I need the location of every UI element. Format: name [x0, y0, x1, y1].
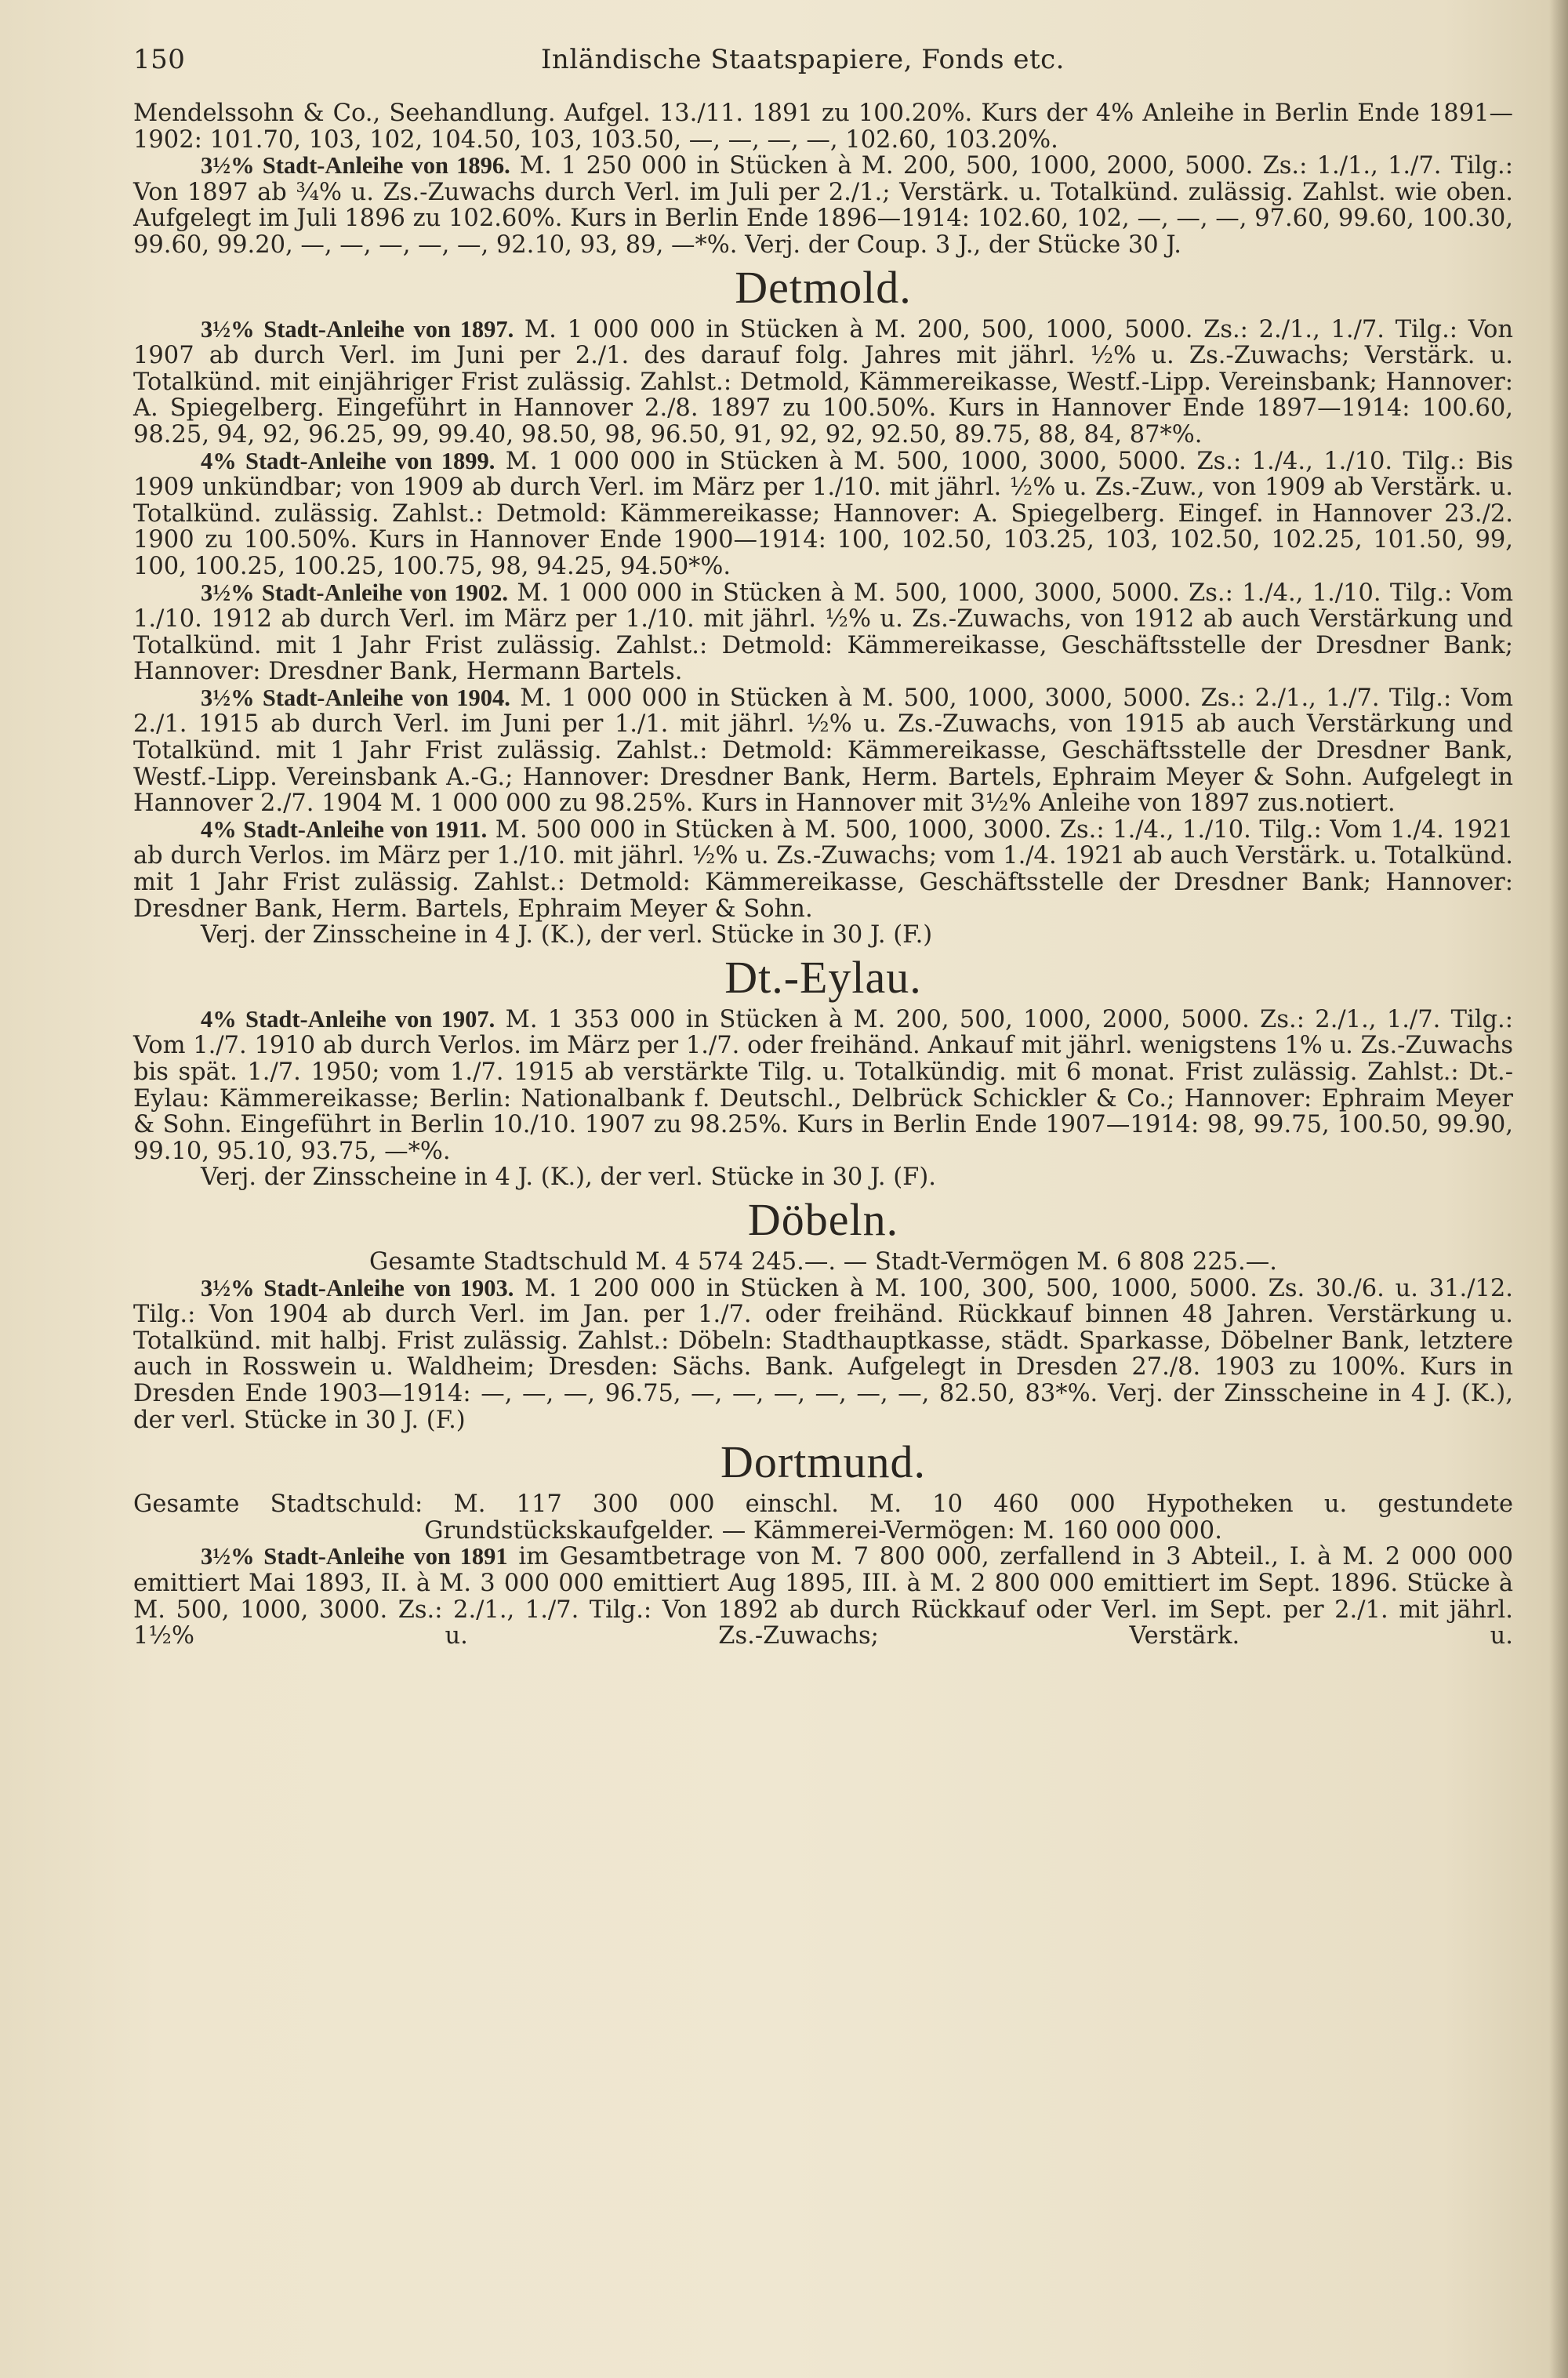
city-heading: Dt.-Eylau. [724, 951, 922, 1003]
loan-text: M. 1 353 000 in Stücken à M. 200, 500, 1000, 2000, 5000. Zs.: 2./1., 1./7. Tilg.: Vom 1./7. 1910 ab durch Verlos. im März per 1./7. oder freihänd. Ankauf mit jährl. wenigstens 1% u. Zs.-Zuwachs bis spät. 1./7. 1950; vom 1./7. 1915 ab verstärkte Tilg. u. Totalkündig. mit 6 monat. Frist zulässig. Zahlst.: Dt.-Eylau: Kämmereikasse; Berlin: Nationalbank f. Deutschl., Delbrück Schickler & Co.; Hannover: Ephraim Meyer & Sohn. Eingeführt in Berlin 10./10. 1907 zu 98.25%. Kurs in Berlin Ende 1907—1914: 98, 99.75, 100.50, 99.90, 99.10, 95.10, 93.75, —*%. [133, 1005, 1513, 1165]
loan-heading: 4% Stadt-Anleihe von 1911. [201, 815, 488, 843]
loan-entry [133, 1007, 1513, 1165]
summary-line: Gesamte Stadtschuld M. 4 574 245.—. — Stadt-Vermögen M. 6 808 225.—. [369, 1247, 1277, 1276]
paragraph: Verj. der Zinsscheine in 4 J. (K.), der verl. Stücke in 30 J. (F). [201, 1164, 936, 1192]
page-number: 150 [133, 44, 186, 75]
loan-heading: 3½% Stadt-Anleihe von 1903. [201, 1274, 514, 1302]
loan-text: M. 1 000 000 in Stücken à M. 500, 1000, 3000, 5000. Zs.: 1./4., 1./10. Tilg.: Bis 1909 unkündbar; von 1909 ab durch Verl. im März per 1./10. mit jährl. ½% u. Zs.-Zuw., von 1909 ab Verstärk. u. Totalkünd. zulässig. Zahlst.: Detmold: Kämmereikasse; Hannover: A. Spiegelberg. Eingef. in Hannover 23./2. 1900 zu 100.50%. Kurs in Hannover Ende 1900—1914: 100, 102.50, 103.25, 103, 102.50, 102.25, 101.50, 99, 100, 100.25, 100.25, 100.75, 98, 94.25, 94.50*%. [133, 447, 1513, 580]
loan-text: M. 1 000 000 in Stücken à M. 200, 500, 1000, 5000. Zs.: 2./1., 1./7. Tilg.: Von 1907 ab durch Verl. im Juni per 2./1. des darauf folg. Jahres mit jährl. ½% u. Zs.-Zuwachs; Verstärk. u. Totalkünd. mit einjähriger Frist zulässig. Zahlst.: Detmold, Kämmereikasse, Westf.-Lipp. Vereinsbank; Hannover: A. Spiegelberg. Eingeführt in Hannover 2./8. 1897 zu 100.50%. Kurs in Hannover Ende 1897—1914: 100.60, 98.25, 94, 92, 96.25, 99, 99.40, 98.50, 98, 96.50, 91, 92, 92, 92.50, 89.75, 88, 84, 87*%. [133, 315, 1513, 448]
loan-heading: 3½% Stadt-Anleihe von 1891 [201, 1543, 508, 1570]
running-header [133, 44, 1513, 83]
loan-heading: 3½% Stadt-Anleihe von 1896. [201, 152, 510, 180]
loan-text: M. 500 000 in Stücken à M. 500, 1000, 3000. Zs.: 1./4., 1./10. Tilg.: Vom 1./4. 1921 ab durch Verlos. im März per 1./10. mit jährl. ½% u. Zs.-Zuwachs; vom 1./4. 1921 ab auch Verstärk. u. Totalkünd. mit 1 Jahr Frist zulässig. Zahlst.: Detmold: Kämmereikasse, Geschäftsstelle der Dresdner Bank; Hannover: Dresdner Bank, Herm. Bartels, Ephraim Meyer & Sohn. [133, 815, 1514, 923]
summary-line: Grundstückskaufgelder. — Kämmerei-Vermögen: M. 160 000 000. [424, 1516, 1222, 1545]
loan-entry [133, 153, 1513, 258]
loan-entry [133, 817, 1513, 922]
city-heading: Detmold. [735, 261, 912, 313]
paragraph: Verj. der Zinsscheine in 4 J. (K.), der verl. Stücke in 30 J. (F.) [201, 921, 933, 949]
loan-heading: 3½% Stadt-Anleihe von 1902. [201, 579, 509, 606]
paragraph: Mendelssohn & Co., Seehandlung. Aufgel. 13./11. 1891 zu 100.20%. Kurs der 4% Anleihe in Berlin Ende 1891—1902: 101.70, 103, 102, 104.50, 103, 103.50, —, —, —, —, 102.60, 103.20%. [133, 100, 1513, 154]
loan-entry [133, 1276, 1513, 1434]
city-heading: Döbeln. [747, 1193, 899, 1245]
loan-heading: 3½% Stadt-Anleihe von 1897. [201, 315, 514, 343]
loan-text: M. 1 200 000 in Stücken à M. 100, 300, 500, 1000, 5000. Zs. 30./6. u. 31./12. Tilg.: Von 1904 ab durch Verl. im Jan. per 1./7. oder freihänd. Rückkauf binnen 48 Jahren. Verstärkung u. Totalkünd. mit halbj. Frist zulässig. Zahlst.: Döbeln: Stadthauptkasse, städt. Sparkasse, Döbelner Bank, letztere auch in Rosswein u. Waldheim; Dresden: Sächs. Bank. Aufgelegt in Dresden 27./8. 1903 zu 100%. Kurs in Dresden Ende 1903—1914: —, —, —, 96.75, —, —, —, —, —, —, 82.50, 83*%. Verj. der Zinsscheine in 4 J. (K.), der verl. Stücke in 30 J. (F.) [133, 1274, 1513, 1434]
loan-text: M. 1 000 000 in Stücken à M. 500, 1000, 3000, 5000. Zs.: 2./1., 1./7. Tilg.: Vom 2./1. 1915 ab durch Verl. im Juni per 1./1. mit jährl. ½% u. Zs.-Zuwachs, von 1915 ab auch Verstärkung und Totalkünd. mit 1 Jahr Frist zulässig. Zahlst.: Detmold: Kämmereikasse, Geschäftsstelle der Dresdner Bank, Westf.-Lipp. Vereinsbank A.-G.; Hannover: Dresdner Bank, Herm. Bartels, Ephraim Meyer & Sohn. Aufgelegt in Hannover 2./7. 1904 M. 1 000 000 zu 98.25%. Kurs in Hannover mit 3½% Anleihe von 1897 zus.notiert. [133, 684, 1513, 818]
loan-text: im Gesamtbetrage von M. 7 800 000, zerfallend in 3 Abteil., I. à M. 2 000 000 emittiert Mai 1893, II. à M. 3 000 000 emittiert Aug 1895, III. à M. 2 800 000 emittiert im Sept. 1896. Stücke à M. 500, 1000, 3000. Zs.: 2./1., 1./7. Tilg.: Von 1892 ab durch Rückkauf oder Verl. im Sept. per 2./1. mit jährl. 1½% u. Zs.-Zuwachs; Verstärk. u. [133, 1543, 1513, 1650]
loan-entry [133, 580, 1513, 685]
loan-heading: 4% Stadt-Anleihe von 1899. [201, 447, 495, 474]
loan-text: M. 1 250 000 in Stücken à M. 200, 500, 1000, 2000, 5000. Zs.: 1./1., 1./7. Tilg.: Von 1897 ab ¾% u. Zs.-Zuwachs durch Verl. im Juli per 2./1.; Verstärk. u. Totalkünd. zulässig. Zahlst. wie oben. Aufgelegt im Juli 1896 zu 102.60%. Kurs in Berlin Ende 1896—1914: 102.60, 102, —, —, —, 97.60, 99.60, 100.30, 99.60, 99.20, —, —, —, —, —, 92.10, 93, 89, —*%. Verj. der Coup. 3 J., der Stücke 30 J. [133, 152, 1513, 259]
page-edge-shadow [1549, 0, 1568, 2378]
loan-text: M. 1 000 000 in Stücken à M. 500, 1000, 3000, 5000. Zs.: 1./4., 1./10. Tilg.: Vom 1./10. 1912 ab durch Verl. im März per 1./10. mit jährl. ½% u. Zs.-Zuwachs, von 1912 ab auch Verstärkung und Totalkünd. mit 1 Jahr Frist zulässig. Zahlst.: Detmold: Kämmereikasse, Geschäftsstelle der Dresdner Bank; Hannover: Dresdner Bank, Hermann Bartels. [133, 579, 1513, 686]
running-title: Inländische Staatspapiere, Fonds etc. [541, 44, 1065, 75]
loan-entry [133, 1544, 1513, 1649]
loan-entry [133, 685, 1513, 817]
loan-entry [133, 317, 1513, 448]
loan-heading: 3½% Stadt-Anleihe von 1904. [201, 684, 510, 711]
page-body [133, 100, 1513, 1650]
city-heading: Dortmund. [720, 1436, 926, 1488]
paragraph: Gesamte Stadtschuld: M. 117 300 000 einschl. M. 10 460 000 Hypotheken u. gestundete [133, 1490, 1513, 1519]
loan-entry [133, 448, 1513, 580]
loan-heading: 4% Stadt-Anleihe von 1907. [201, 1005, 495, 1033]
